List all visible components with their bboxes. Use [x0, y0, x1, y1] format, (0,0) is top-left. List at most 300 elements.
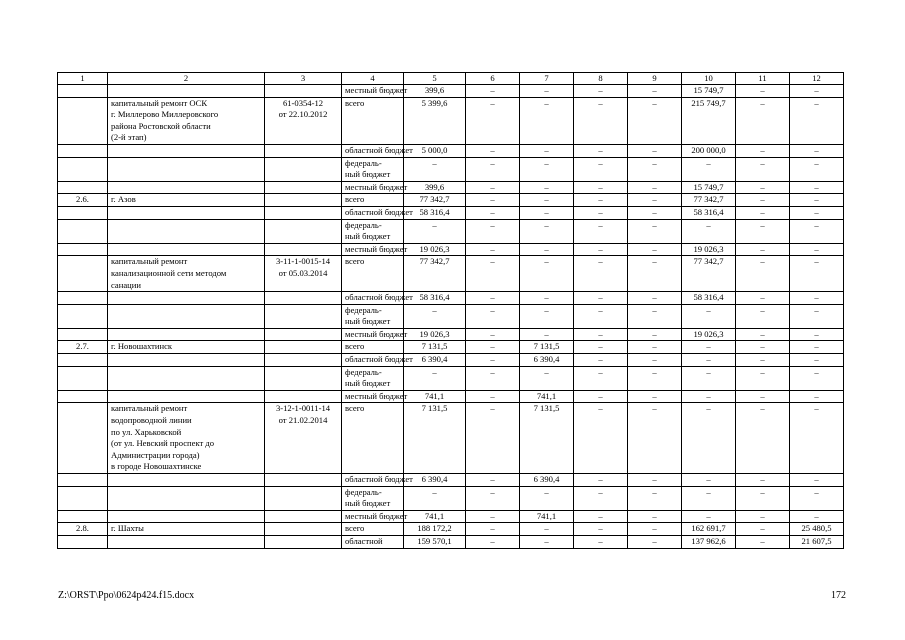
value-cell: – — [466, 206, 520, 219]
value-cell: – — [682, 510, 736, 523]
value-cell: – — [404, 366, 466, 390]
value-cell: – — [790, 366, 844, 390]
cell-text-line: федераль- — [345, 219, 382, 230]
budget-table — [57, 72, 844, 549]
item-number-cell — [58, 144, 108, 157]
item-number-cell — [58, 354, 108, 367]
value-cell: 741,1 — [520, 390, 574, 403]
object-name-cell: г. Шахты — [108, 523, 265, 536]
value-cell: 159 570,1 — [404, 535, 466, 548]
value-cell: – — [574, 181, 628, 194]
cell-text-line: федераль- — [345, 304, 382, 315]
page-number: 172 — [831, 590, 846, 601]
document-cell — [265, 256, 342, 292]
cell-text-line: капитальный ремонт — [111, 403, 188, 414]
value-cell: – — [790, 194, 844, 207]
item-number-cell — [58, 219, 108, 243]
cell-text-line: ный бюджет — [345, 498, 391, 509]
table-row — [58, 219, 844, 243]
value-cell: – — [736, 366, 790, 390]
value-cell: – — [736, 144, 790, 157]
value-cell: 200 000,0 — [682, 144, 736, 157]
footer-file-path: Z:\ORST\Ppo\0624p424.f15.docx — [58, 590, 195, 601]
cell-text-line: в городе Новошахтинске — [111, 461, 202, 472]
value-cell: – — [574, 486, 628, 510]
item-number-cell — [58, 535, 108, 548]
header-row — [58, 73, 844, 85]
value-cell: – — [520, 366, 574, 390]
document-cell — [265, 403, 342, 474]
table-row — [58, 85, 844, 98]
value-cell: – — [736, 256, 790, 292]
object-name-cell — [108, 354, 265, 367]
value-cell: – — [790, 157, 844, 181]
funding-source-cell: местный бюджет — [342, 510, 404, 523]
value-cell: – — [628, 206, 682, 219]
value-cell: – — [628, 535, 682, 548]
column-header: 2 — [108, 73, 265, 85]
value-cell: – — [736, 206, 790, 219]
column-header: 11 — [736, 73, 790, 85]
funding-source-cell: областной бюджет — [342, 292, 404, 305]
value-cell: 77 342,7 — [404, 194, 466, 207]
table-row — [58, 510, 844, 523]
cell-text-line: федераль- — [345, 157, 382, 168]
funding-source-cell: областной бюджет — [342, 144, 404, 157]
object-name-cell — [108, 292, 265, 305]
value-cell: – — [520, 181, 574, 194]
value-cell: – — [574, 292, 628, 305]
object-name-cell — [108, 328, 265, 341]
value-cell: – — [520, 144, 574, 157]
cell-text-line: 61-0354-12 — [282, 97, 324, 108]
document-cell — [265, 219, 342, 243]
value-cell: 6 390,4 — [520, 354, 574, 367]
value-cell: – — [790, 219, 844, 243]
object-name-cell — [108, 366, 265, 390]
value-cell: 21 607,5 — [790, 535, 844, 548]
value-cell: – — [466, 256, 520, 292]
item-number-cell — [58, 157, 108, 181]
value-cell: – — [520, 219, 574, 243]
value-cell: 741,1 — [520, 510, 574, 523]
object-name-cell: г. Новошахтинск — [108, 341, 265, 354]
funding-source-cell: местный бюджет — [342, 85, 404, 98]
cell-text-line: канализационной сети методом — [111, 267, 227, 278]
cell-text-line: ный бюджет — [345, 169, 391, 180]
cell-text-line: от 22.10.2012 — [278, 109, 328, 120]
value-cell: – — [736, 486, 790, 510]
value-cell: – — [574, 304, 628, 328]
table-row — [58, 403, 844, 474]
value-cell: – — [574, 219, 628, 243]
value-cell: – — [574, 243, 628, 256]
document-cell — [265, 510, 342, 523]
value-cell: – — [736, 354, 790, 367]
value-cell: – — [736, 403, 790, 474]
document-cell — [265, 390, 342, 403]
object-name-cell — [108, 206, 265, 219]
object-name-cell — [108, 219, 265, 243]
value-cell: 15 749,7 — [682, 85, 736, 98]
table-row — [58, 328, 844, 341]
table-row — [58, 474, 844, 487]
value-cell: – — [574, 97, 628, 144]
cell-text-line: от 05.03.2014 — [278, 267, 328, 278]
item-number-cell — [58, 243, 108, 256]
value-cell: – — [574, 366, 628, 390]
funding-source-cell — [342, 219, 404, 243]
cell-text-line: по ул. Харьковской — [111, 426, 182, 437]
value-cell: – — [574, 474, 628, 487]
funding-source-cell: всего — [342, 523, 404, 536]
value-cell: – — [466, 292, 520, 305]
value-cell: 399,6 — [404, 85, 466, 98]
value-cell: – — [682, 486, 736, 510]
cell-text-line: федераль- — [345, 366, 382, 377]
value-cell: – — [466, 144, 520, 157]
object-name-cell — [108, 510, 265, 523]
value-cell: – — [682, 304, 736, 328]
object-name-cell — [108, 243, 265, 256]
item-number-cell — [58, 328, 108, 341]
value-cell: – — [574, 328, 628, 341]
value-cell: – — [790, 403, 844, 474]
column-header: 4 — [342, 73, 404, 85]
value-cell: – — [790, 390, 844, 403]
value-cell: – — [628, 219, 682, 243]
value-cell: 7 131,5 — [520, 403, 574, 474]
value-cell: – — [574, 194, 628, 207]
table-row — [58, 144, 844, 157]
document-cell — [265, 181, 342, 194]
value-cell: – — [404, 219, 466, 243]
value-cell: 162 691,7 — [682, 523, 736, 536]
table-row — [58, 194, 844, 207]
value-cell: – — [520, 523, 574, 536]
value-cell: 6 390,4 — [520, 474, 574, 487]
value-cell: – — [736, 535, 790, 548]
table-row — [58, 181, 844, 194]
value-cell: – — [736, 328, 790, 341]
value-cell: 77 342,7 — [682, 194, 736, 207]
value-cell: – — [466, 304, 520, 328]
value-cell: 188 172,2 — [404, 523, 466, 536]
table-row — [58, 341, 844, 354]
value-cell: – — [628, 292, 682, 305]
item-number-cell — [58, 390, 108, 403]
value-cell: – — [574, 390, 628, 403]
table-row — [58, 486, 844, 510]
value-cell: – — [520, 206, 574, 219]
value-cell: – — [790, 256, 844, 292]
value-cell: – — [520, 243, 574, 256]
funding-source-cell: областной — [342, 535, 404, 548]
value-cell: – — [574, 144, 628, 157]
value-cell: – — [736, 243, 790, 256]
table-row — [58, 304, 844, 328]
object-name-cell — [108, 403, 265, 474]
document-cell — [265, 144, 342, 157]
value-cell: – — [404, 157, 466, 181]
value-cell: – — [682, 157, 736, 181]
value-cell: – — [628, 97, 682, 144]
object-name-cell: г. Азов — [108, 194, 265, 207]
value-cell: – — [628, 403, 682, 474]
value-cell: 7 131,5 — [520, 341, 574, 354]
value-cell: – — [790, 304, 844, 328]
value-cell: – — [790, 486, 844, 510]
value-cell: – — [628, 243, 682, 256]
value-cell: – — [628, 523, 682, 536]
cell-text-line: района Ростовской области — [111, 120, 211, 131]
value-cell: – — [520, 486, 574, 510]
funding-source-cell: областной бюджет — [342, 474, 404, 487]
value-cell: 15 749,7 — [682, 181, 736, 194]
item-number-cell — [58, 510, 108, 523]
value-cell: – — [520, 256, 574, 292]
document-cell — [265, 304, 342, 328]
value-cell: – — [628, 144, 682, 157]
table-row — [58, 523, 844, 536]
value-cell: – — [790, 243, 844, 256]
value-cell: – — [520, 194, 574, 207]
value-cell: – — [736, 85, 790, 98]
table-row — [58, 390, 844, 403]
document-cell — [265, 206, 342, 219]
object-name-cell — [108, 181, 265, 194]
value-cell: – — [628, 510, 682, 523]
value-cell: – — [574, 523, 628, 536]
value-cell: 7 131,5 — [404, 341, 466, 354]
value-cell: – — [682, 403, 736, 474]
cell-text-line: капитальный ремонт — [111, 256, 188, 267]
value-cell: 5 000,0 — [404, 144, 466, 157]
item-number-cell — [58, 366, 108, 390]
object-name-cell — [108, 157, 265, 181]
value-cell: – — [682, 474, 736, 487]
value-cell: 77 342,7 — [682, 256, 736, 292]
value-cell: 19 026,3 — [682, 243, 736, 256]
value-cell: 19 026,3 — [404, 243, 466, 256]
value-cell: – — [574, 157, 628, 181]
value-cell: 7 131,5 — [404, 403, 466, 474]
table-row — [58, 366, 844, 390]
value-cell: – — [736, 219, 790, 243]
item-number-cell: 2.7. — [58, 341, 108, 354]
funding-source-cell: местный бюджет — [342, 390, 404, 403]
value-cell: 19 026,3 — [682, 328, 736, 341]
value-cell: – — [466, 366, 520, 390]
value-cell: – — [466, 181, 520, 194]
object-name-cell — [108, 85, 265, 98]
value-cell: 741,1 — [404, 510, 466, 523]
item-number-cell — [58, 181, 108, 194]
value-cell: 58 316,4 — [404, 206, 466, 219]
value-cell: – — [736, 194, 790, 207]
value-cell: – — [736, 97, 790, 144]
value-cell: – — [574, 206, 628, 219]
value-cell: – — [466, 403, 520, 474]
value-cell: – — [520, 535, 574, 548]
item-number-cell: 2.8. — [58, 523, 108, 536]
table-row — [58, 243, 844, 256]
value-cell: 58 316,4 — [682, 292, 736, 305]
value-cell: – — [466, 535, 520, 548]
item-number-cell — [58, 486, 108, 510]
column-header: 8 — [574, 73, 628, 85]
item-number-cell — [58, 256, 108, 292]
value-cell: – — [628, 256, 682, 292]
funding-source-cell: местный бюджет — [342, 243, 404, 256]
value-cell: – — [574, 403, 628, 474]
document-cell — [265, 328, 342, 341]
value-cell: – — [574, 535, 628, 548]
value-cell: – — [466, 354, 520, 367]
cell-text-line: капитальный ремонт ОСК — [111, 97, 208, 108]
funding-source-cell — [342, 157, 404, 181]
table-row — [58, 354, 844, 367]
value-cell: – — [628, 328, 682, 341]
value-cell: – — [574, 85, 628, 98]
value-cell: – — [790, 181, 844, 194]
document-cell — [265, 194, 342, 207]
document-cell — [265, 341, 342, 354]
value-cell: – — [790, 97, 844, 144]
funding-source-cell — [342, 486, 404, 510]
value-cell: – — [736, 474, 790, 487]
value-cell: – — [628, 354, 682, 367]
funding-source-cell: всего — [342, 194, 404, 207]
item-number-cell — [58, 403, 108, 474]
document-cell — [265, 354, 342, 367]
value-cell: – — [790, 328, 844, 341]
column-header: 5 — [404, 73, 466, 85]
column-header: 12 — [790, 73, 844, 85]
value-cell: – — [574, 341, 628, 354]
value-cell: – — [736, 523, 790, 536]
funding-source-cell: областной бюджет — [342, 206, 404, 219]
value-cell: – — [628, 486, 682, 510]
value-cell: – — [790, 292, 844, 305]
document-cell — [265, 97, 342, 144]
value-cell: – — [682, 219, 736, 243]
document-cell — [265, 535, 342, 548]
value-cell: – — [466, 157, 520, 181]
value-cell: – — [466, 390, 520, 403]
value-cell: – — [628, 181, 682, 194]
value-cell: – — [736, 157, 790, 181]
object-name-cell — [108, 474, 265, 487]
value-cell: – — [466, 486, 520, 510]
value-cell: – — [790, 206, 844, 219]
value-cell: – — [736, 304, 790, 328]
column-header: 6 — [466, 73, 520, 85]
column-header: 7 — [520, 73, 574, 85]
table-row — [58, 97, 844, 144]
value-cell: – — [628, 194, 682, 207]
value-cell: – — [466, 194, 520, 207]
table-row — [58, 206, 844, 219]
item-number-cell: 2.6. — [58, 194, 108, 207]
cell-text-line: 3-12-1-0011-14 — [275, 403, 331, 414]
value-cell: – — [790, 510, 844, 523]
value-cell: – — [628, 304, 682, 328]
value-cell: – — [466, 341, 520, 354]
funding-source-cell: всего — [342, 341, 404, 354]
value-cell: – — [520, 328, 574, 341]
value-cell: 58 316,4 — [682, 206, 736, 219]
value-cell: – — [628, 366, 682, 390]
funding-source-cell: областной бюджет — [342, 354, 404, 367]
value-cell: 137 962,6 — [682, 535, 736, 548]
item-number-cell — [58, 292, 108, 305]
value-cell: 58 316,4 — [404, 292, 466, 305]
funding-source-cell: всего — [342, 256, 404, 292]
object-name-cell — [108, 144, 265, 157]
value-cell: – — [466, 510, 520, 523]
value-cell: – — [466, 474, 520, 487]
value-cell: – — [790, 85, 844, 98]
cell-text-line: санации — [111, 279, 141, 290]
value-cell: – — [520, 292, 574, 305]
funding-source-cell: всего — [342, 97, 404, 144]
value-cell: – — [628, 85, 682, 98]
funding-source-cell: всего — [342, 403, 404, 474]
value-cell: – — [736, 341, 790, 354]
cell-text-line: водопроводной линии — [111, 415, 192, 426]
value-cell: – — [520, 85, 574, 98]
document-cell — [265, 85, 342, 98]
value-cell: – — [574, 510, 628, 523]
value-cell: 77 342,7 — [404, 256, 466, 292]
item-number-cell — [58, 85, 108, 98]
value-cell: – — [628, 390, 682, 403]
document-cell — [265, 366, 342, 390]
value-cell: – — [628, 341, 682, 354]
document-cell — [265, 292, 342, 305]
table-row — [58, 292, 844, 305]
object-name-cell — [108, 390, 265, 403]
value-cell: 741,1 — [404, 390, 466, 403]
object-name-cell — [108, 256, 265, 292]
value-cell: 399,6 — [404, 181, 466, 194]
value-cell: 6 390,4 — [404, 474, 466, 487]
value-cell: – — [790, 354, 844, 367]
value-cell: – — [682, 341, 736, 354]
value-cell: 25 480,5 — [790, 523, 844, 536]
cell-text-line: Администрации города) — [111, 449, 200, 460]
value-cell: – — [682, 390, 736, 403]
column-header: 9 — [628, 73, 682, 85]
value-cell: – — [520, 97, 574, 144]
value-cell: – — [736, 510, 790, 523]
value-cell: – — [466, 243, 520, 256]
funding-source-cell: местный бюджет — [342, 181, 404, 194]
table-row — [58, 157, 844, 181]
document-cell — [265, 157, 342, 181]
item-number-cell — [58, 474, 108, 487]
value-cell: – — [682, 354, 736, 367]
value-cell: – — [790, 474, 844, 487]
value-cell: – — [736, 292, 790, 305]
object-name-cell — [108, 304, 265, 328]
table-row — [58, 256, 844, 292]
value-cell: – — [628, 474, 682, 487]
value-cell: – — [790, 341, 844, 354]
funding-source-cell — [342, 304, 404, 328]
value-cell: – — [628, 157, 682, 181]
